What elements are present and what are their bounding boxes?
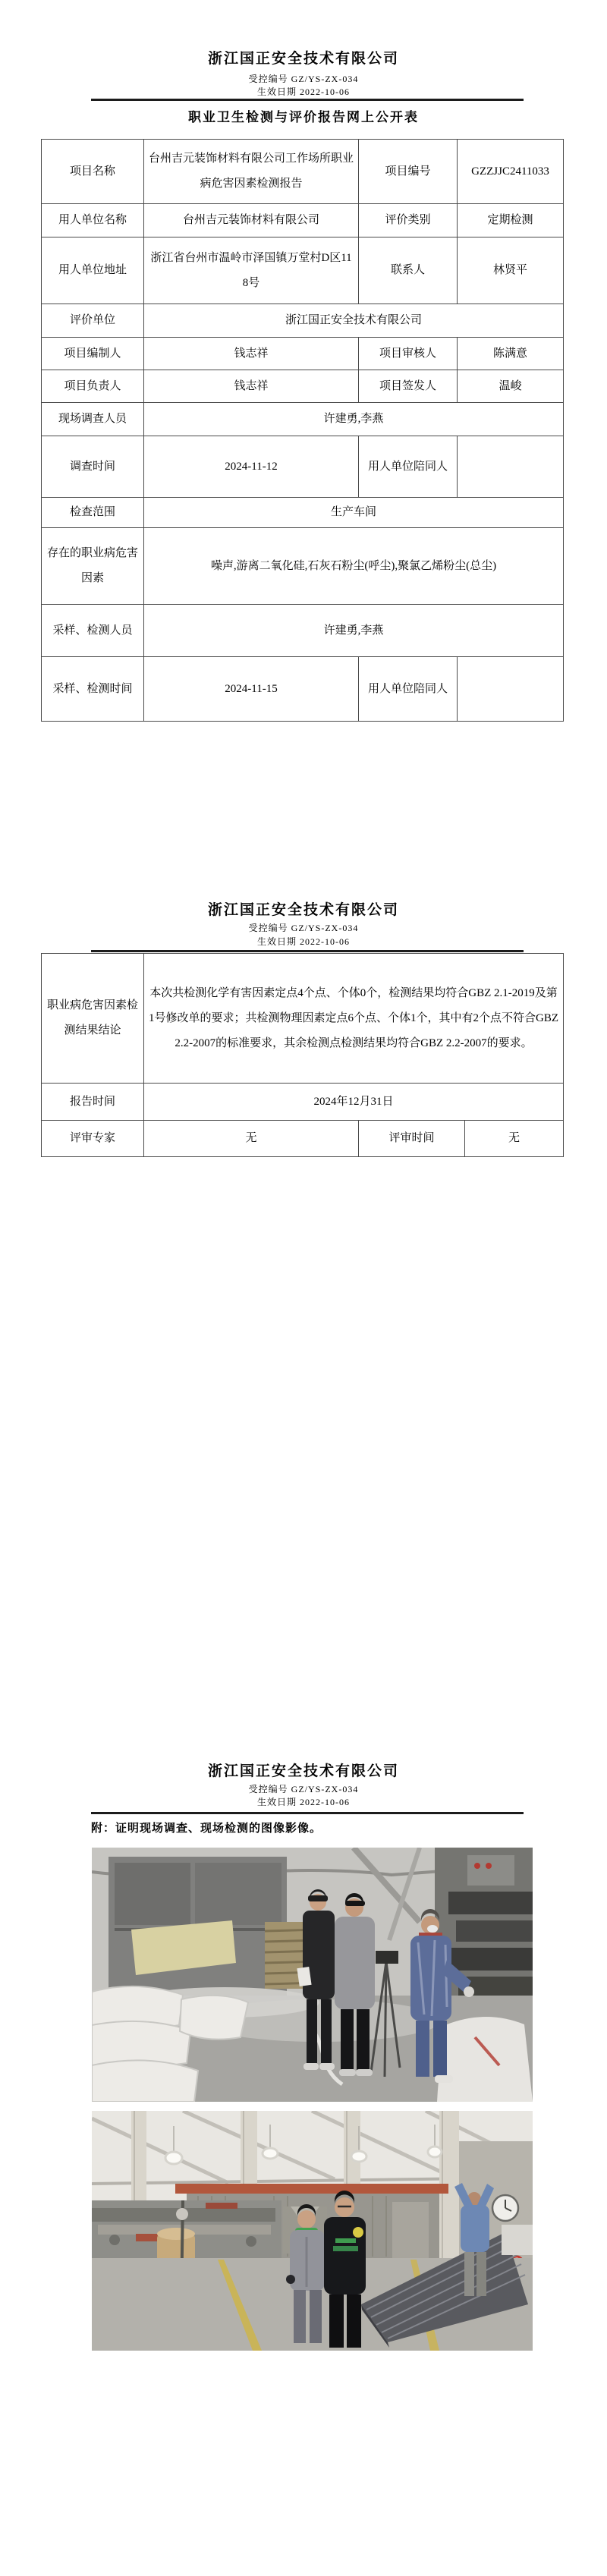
auditor-label: 项目审核人 <box>359 338 458 370</box>
survey-staff-value: 许建勇,李燕 <box>144 403 564 436</box>
page3-header-rule <box>91 1812 524 1814</box>
page1-effective-date: 生效日期 2022-10-06 <box>257 86 350 97</box>
page1-control-number: 受控编号 GZ/YS-ZX-034 <box>248 74 359 84</box>
page3-company-name: 浙江国正安全技术有限公司 <box>207 1763 399 1779</box>
hazard-factors-label: 存在的职业病危害因素 <box>42 528 144 605</box>
table-row <box>42 237 564 304</box>
project-name-value: 台州吉元装饰材料有限公司工作场所职业病危害因素检测报告 <box>144 140 359 204</box>
table-row <box>42 954 564 1084</box>
page1-company-name: 浙江国正安全技术有限公司 <box>207 51 399 67</box>
page2-control-number: 受控编号 GZ/YS-ZX-034 <box>248 923 359 933</box>
contact-label: 联系人 <box>359 237 458 304</box>
project-name-label: 项目名称 <box>42 140 144 204</box>
table-row <box>42 403 564 436</box>
sampling-staff-label: 采样、检测人员 <box>42 605 144 657</box>
page3-control-number: 受控编号 GZ/YS-ZX-034 <box>248 1784 359 1794</box>
site-survey-photo <box>92 1848 533 2102</box>
auditor-value: 陈满意 <box>458 338 564 370</box>
inspection-scope-value: 生产车间 <box>144 498 564 528</box>
project-leader-value: 钱志祥 <box>144 370 359 403</box>
inspection-scope-label: 检查范围 <box>42 498 144 528</box>
project-leader-label: 项目负责人 <box>42 370 144 403</box>
table-row <box>42 370 564 403</box>
survey-date-label: 调查时间 <box>42 436 144 498</box>
table-row <box>42 657 564 722</box>
employer-address-value: 浙江省台州市温岭市泽国镇万堂村D区118号 <box>144 237 359 304</box>
evaluation-type-value: 定期检测 <box>458 204 564 237</box>
contact-value: 林贤平 <box>458 237 564 304</box>
report-date-label: 报告时间 <box>42 1084 144 1121</box>
table-row <box>42 436 564 498</box>
employer-escort-label: 用人单位陪同人 <box>359 436 458 498</box>
employer-name-label: 用人单位名称 <box>42 204 144 237</box>
table-row <box>42 1084 564 1121</box>
page2-effective-date: 生效日期 2022-10-06 <box>257 936 350 947</box>
table-row <box>42 338 564 370</box>
survey-staff-label: 现场调查人员 <box>42 403 144 436</box>
evaluation-org-value: 浙江国正安全技术有限公司 <box>144 304 564 338</box>
page2-result-table <box>41 953 564 1157</box>
survey-date-value: 2024-11-12 <box>144 436 359 498</box>
page3-effective-date: 生效日期 2022-10-06 <box>257 1797 350 1807</box>
page2-header-rule <box>91 950 524 952</box>
site-detection-photo <box>92 2111 533 2351</box>
table-row <box>42 140 564 204</box>
conclusion-label: 职业病危害因素检测结果结论 <box>42 954 144 1084</box>
compiler-value: 钱志祥 <box>144 338 359 370</box>
sampling-date-value: 2024-11-15 <box>144 657 359 722</box>
project-no-label: 项目编号 <box>359 140 458 204</box>
conclusion-text: 本次共检测化学有害因素定点4个点、个体0个，检测结果均符合GBZ 2.1-2019及第1号修改单的要求；共检测物理因素定点6个点、个体1个，其中有2个点不符合GBZ 2.2-2007的标准要求，其余检测点检测结果均符合GBZ 2.2-2007的要求。 <box>144 954 564 1084</box>
page1-header-rule <box>91 99 524 101</box>
issuer-value: 温峻 <box>458 370 564 403</box>
sampling-date-label: 采样、检测时间 <box>42 657 144 722</box>
issuer-label: 项目签发人 <box>359 370 458 403</box>
employer-escort2-value <box>458 657 564 722</box>
employer-name-value: 台州吉元装饰材料有限公司 <box>144 204 359 237</box>
employer-escort-value <box>458 436 564 498</box>
employer-escort2-label: 用人单位陪同人 <box>359 657 458 722</box>
table-row <box>42 204 564 237</box>
report-date-value: 2024年12月31日 <box>144 1084 564 1121</box>
page1-info-table <box>41 139 564 722</box>
table-row <box>42 304 564 338</box>
page1-form-title: 职业卫生检测与评价报告网上公开表 <box>188 110 419 124</box>
project-no-value: GZZJJC2411033 <box>458 140 564 204</box>
table-row <box>42 498 564 528</box>
table-row <box>42 528 564 605</box>
table-row <box>42 1121 564 1157</box>
attachment-note: 附：证明现场调查、现场检测的图像影像。 <box>91 1823 322 1835</box>
page2-company-name: 浙江国正安全技术有限公司 <box>207 902 399 918</box>
evaluation-type-label: 评价类别 <box>359 204 458 237</box>
review-expert-label: 评审专家 <box>42 1121 144 1157</box>
table-row <box>42 605 564 657</box>
review-date-label: 评审时间 <box>359 1121 465 1157</box>
review-expert-value: 无 <box>144 1121 359 1157</box>
employer-address-label: 用人单位地址 <box>42 237 144 304</box>
compiler-label: 项目编制人 <box>42 338 144 370</box>
evaluation-org-label: 评价单位 <box>42 304 144 338</box>
sampling-staff-value: 许建勇,李燕 <box>144 605 564 657</box>
hazard-factors-value: 噪声,游离二氧化硅,石灰石粉尘(呼尘),聚氯乙烯粉尘(总尘) <box>144 528 564 605</box>
review-date-value: 无 <box>465 1121 564 1157</box>
